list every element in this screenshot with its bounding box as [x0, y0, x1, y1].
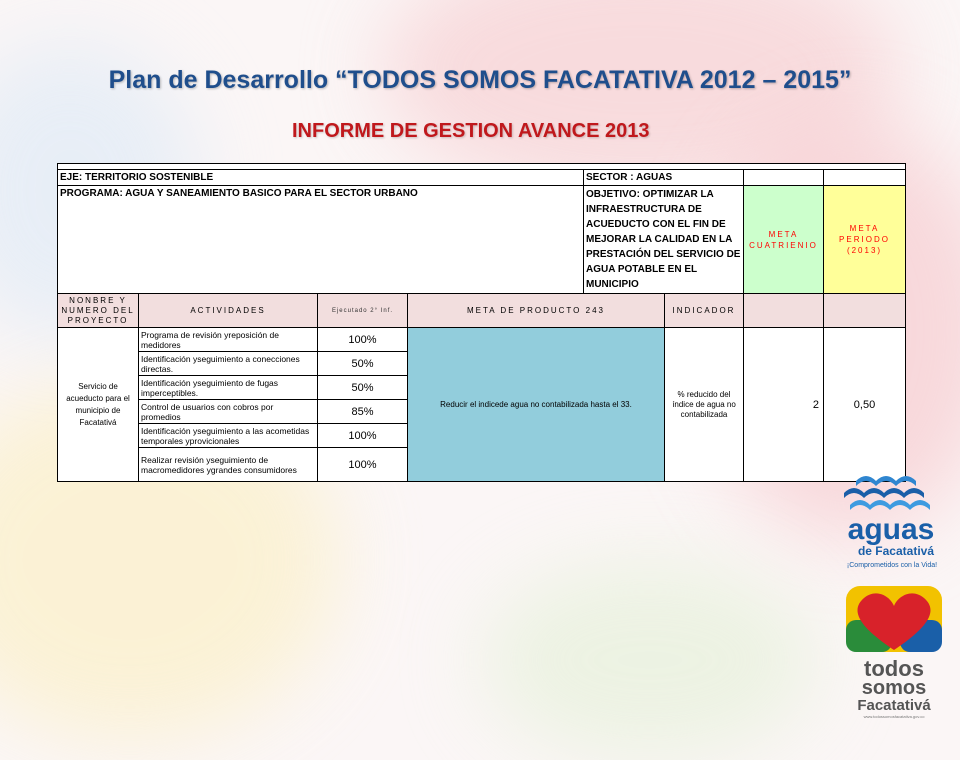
activity-pct: 100%	[318, 328, 408, 352]
slide-subtitle: INFORME DE GESTION AVANCE 2013	[292, 120, 650, 142]
activity-name: Realizar revisión yseguimiento de macromedidores ygrandes consumidores	[139, 448, 318, 482]
report-table	[57, 163, 906, 482]
empty-cell	[824, 170, 906, 186]
meta-periodo-label: META PERIODO	[839, 224, 890, 244]
meta-producto-header: META DE PRODUCTO 243	[408, 294, 665, 328]
proyecto-header: NONBRE Y NUMERO DEL PROYECTO	[58, 294, 139, 328]
programa-cell: PROGRAMA: AGUA Y SANEAMIENTO BASICO PARA EL SECTOR URBANO	[58, 186, 584, 294]
todos-logo-line2: somos	[861, 677, 927, 699]
indicador-header: INDICADOR	[665, 294, 744, 328]
activity-pct: 50%	[318, 376, 408, 400]
empty-header-cell	[744, 294, 824, 328]
aguas-logo	[836, 465, 946, 575]
meta-periodo-header	[824, 186, 906, 294]
meta-periodo-value: 0,50	[824, 328, 906, 482]
ejecutado-header: Ejecutado 2° Inf.	[318, 294, 408, 328]
actividades-header: ACTIVIDADES	[139, 294, 318, 328]
sector-cell: SECTOR : AGUAS	[584, 170, 744, 186]
meta-periodo-year: (2013)	[846, 246, 883, 255]
activity-pct: 100%	[318, 424, 408, 448]
activity-pct: 85%	[318, 400, 408, 424]
empty-header-cell	[824, 294, 906, 328]
aguas-logo-slogan: ¡Comprometidos con la Vida!	[846, 562, 938, 569]
meta-cuatrienio-value: 2	[744, 328, 824, 482]
eje-row	[58, 170, 906, 186]
todos-logo-url: www.todossomosfacatativa.gov.co	[863, 714, 925, 719]
activity-name: Identificación yseguimiento a conecciones directas.	[139, 352, 318, 376]
activity-pct: 50%	[318, 352, 408, 376]
slide-title: Plan de Desarrollo “TODOS SOMOS FACATATIVA 2012 – 2015”	[108, 66, 852, 94]
activity-name: Control de usuarios con cobros por promedios	[139, 400, 318, 424]
todos-logo-line3: Facatativá	[857, 697, 931, 714]
meta-producto-cell: Reducir el indicede agua no contabilizada hasta el 33.	[408, 328, 665, 482]
programa-row	[58, 186, 906, 294]
header-row	[58, 294, 906, 328]
aguas-logo-place: de Facatativá	[857, 544, 935, 558]
activity-row	[58, 328, 906, 352]
objetivo-cell: OBJETIVO: OPTIMIZAR LA INFRAESTRUCTURA DE ACUEDUCTO CON EL FIN DE MEJORAR LA CALIDAD EN LA PRESTACIÓN DEL SERVICIO DE AGUA POTABLE EN EL MUNICIPIO	[584, 186, 744, 294]
meta-cuatrienio-header: META CUATRIENIO	[744, 186, 824, 294]
empty-cell	[744, 170, 824, 186]
aguas-logo-graphic	[836, 465, 946, 575]
todos-somos-logo-graphic	[840, 580, 948, 720]
water-waves-icon	[844, 476, 930, 510]
todos-somos-logo	[840, 580, 948, 720]
proyecto-cell: Servicio de acueducto para el municipio de Facatativá	[58, 328, 139, 482]
activity-name: Programa de revisión yreposición de medidores	[139, 328, 318, 352]
aguas-logo-word: aguas	[847, 513, 935, 546]
todos-logo-line1: todos	[864, 656, 924, 681]
background-blob-green	[480, 560, 820, 760]
eje-cell: EJE: TERRITORIO SOSTENIBLE	[58, 170, 584, 186]
activity-pct: 100%	[318, 448, 408, 482]
indicador-cell: % reducido del índice de agua no contabilizada	[665, 328, 744, 482]
activity-name: Identificación yseguimiento de fugas imperceptibles.	[139, 376, 318, 400]
activity-name: Identificación yseguimiento a las acometidas temporales yprovicionales	[139, 424, 318, 448]
